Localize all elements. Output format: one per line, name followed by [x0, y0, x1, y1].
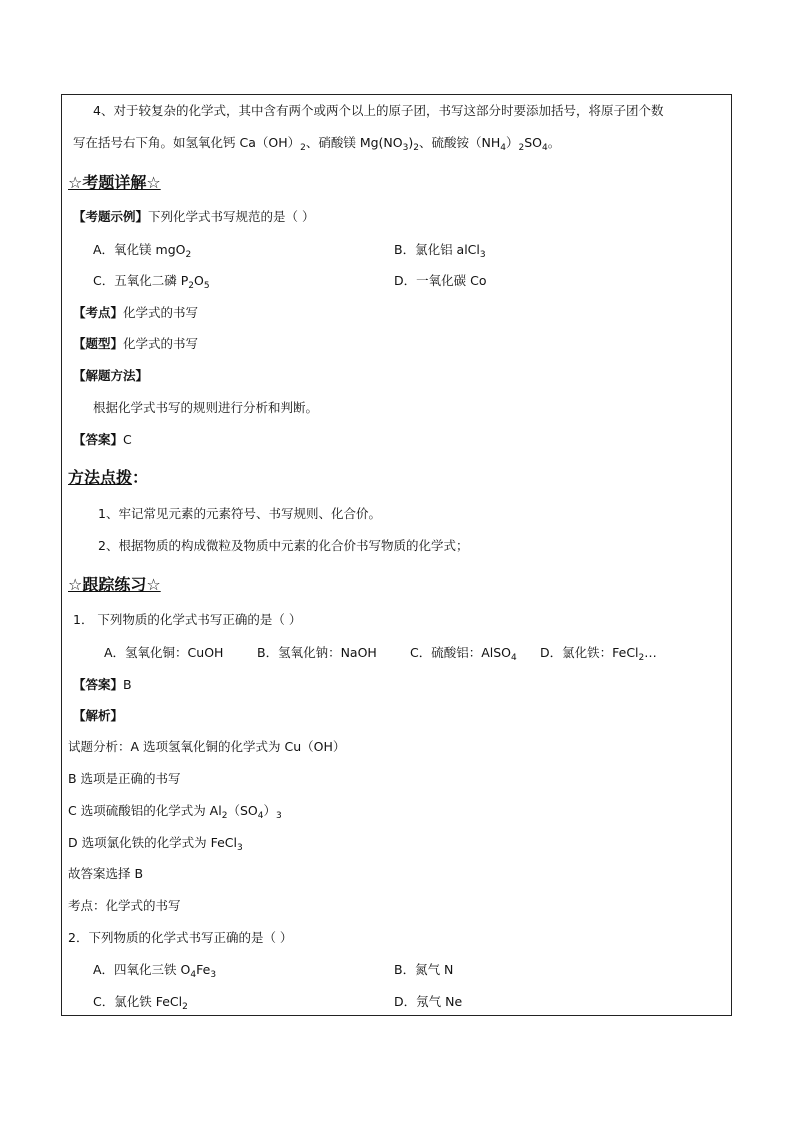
q2-option-b: B．氮气 N [394, 962, 454, 977]
q1-option-a: A．氢氧化铜：CuOH [104, 645, 224, 660]
q1-option-b: B．氢氧化钠：NaOH [257, 645, 377, 660]
analysis-line-1: 试题分析：A 选项氢氧化铜的化学式为 Cu（OH） [68, 739, 346, 754]
intro-line-2: 写在括号右下角。如氢氧化钙 $Ca(OH)_2$、硝酸镁 $Mg(NO_3)_2$、硫酸铵$(NH_4)_2SO_4$。 [73, 135, 561, 153]
example-option-c: C．五氧化二磷 $P_2O_5$ [93, 273, 210, 291]
intro-line-1: 4、对于较复杂的化学式，其中含有两个或两个以上的原子团，书写这部分时要添加括号，将原子团个数 [93, 103, 664, 118]
example-option-a: A．氧化镁 mgO$_2$ [93, 242, 192, 260]
tip-1: 1、牢记常见元素的元素符号、书写规则、化合价。 [98, 506, 381, 521]
analysis-line-4: D 选项氯化铁的化学式为 FeCl$_3$ [68, 835, 243, 853]
answer-2: 【答案】B [73, 677, 132, 692]
q2-stem: 2．下列物质的化学式书写正确的是（ ） [68, 930, 293, 945]
example-option-b: B．氯化铝 alCl$_3$ [394, 242, 486, 260]
section-title-kaoti: ☆考题详解☆ [68, 173, 161, 192]
analysis-line-6: 考点：化学式的书写 [68, 898, 181, 913]
q2-option-c: C．氯化铁 FeCl$_2$ [93, 994, 188, 1012]
q1-stem: 1． 下列物质的化学式书写正确的是（ ） [73, 612, 302, 627]
kaodian-line: 【考点】化学式的书写 [73, 305, 199, 320]
tip-2: 2、根据物质的构成微粒及物质中元素的化合价书写物质的化学式； [98, 538, 469, 553]
tixing-line: 【题型】化学式的书写 [73, 336, 199, 351]
q2-option-d: D．氖气 Ne [394, 994, 463, 1009]
q2-option-a: A．四氧化三铁 $O_4Fe_3$ [93, 962, 217, 980]
analysis-line-2: B 选项是正确的书写 [68, 771, 181, 786]
jiexi-tag: 【解析】 [73, 708, 124, 723]
example-option-d: D．一氧化碳 Co [394, 273, 487, 288]
content-frame [61, 94, 732, 1016]
analysis-line-3: C 选项硫酸铝的化学式为 $Al_2(SO_4)_3$ [68, 803, 282, 821]
analysis-line-5: 故答案选择 B [68, 866, 144, 881]
section-title-fangfa: 方法点拨： [68, 468, 149, 487]
q1-option-d: D．氯化铁：FeCl$_2$… [540, 645, 657, 663]
fangfa-tag: 【解题方法】 [73, 368, 149, 383]
fangfa-text: 根据化学式书写的规则进行分析和判断。 [93, 400, 319, 415]
section-title-genzong: ☆跟踪练习☆ [68, 575, 161, 594]
q1-option-c: C．硫酸铝：AlSO$_4$ [410, 645, 517, 663]
example-question: 【考题示例】下列化学式书写规范的是（ ） [73, 209, 315, 224]
answer-1: 【答案】C [73, 432, 132, 447]
